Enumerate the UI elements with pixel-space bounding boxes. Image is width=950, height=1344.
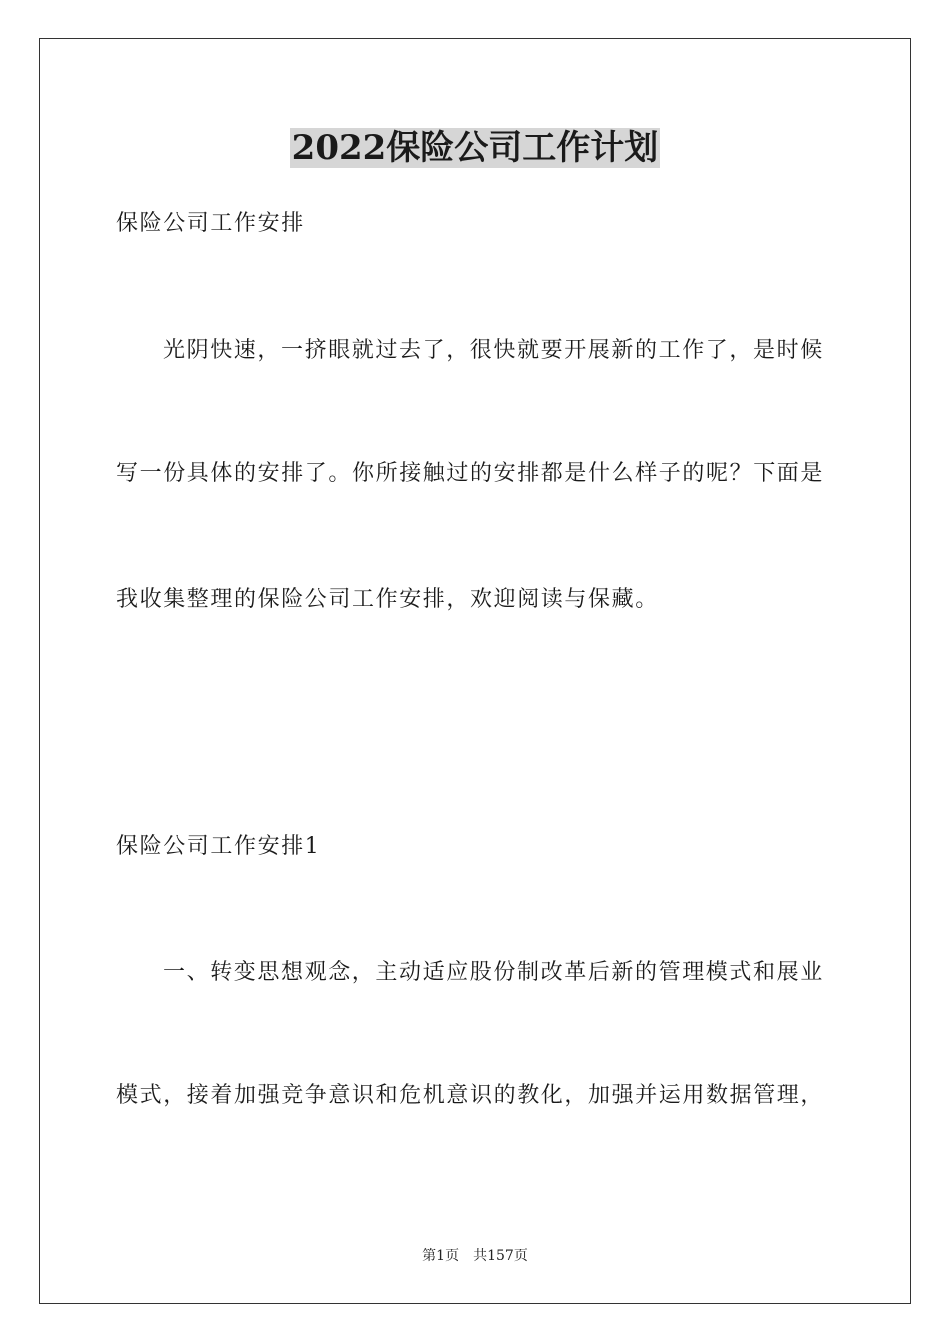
page-number: 第1页 [422, 1248, 460, 1264]
document-subtitle: 保险公司工作安排 [116, 211, 305, 236]
paragraph-line: 写一份具体的安排了。你所接触过的安排都是什么样子的呢？下面是 [116, 461, 825, 486]
document-title-text: 2022保险公司工作计划 [291, 128, 659, 168]
paragraph-line: 模式，接着加强竞争意识和危机意识的教化，加强并运用数据管理， [116, 1083, 825, 1108]
page-total: 共157页 [473, 1248, 528, 1264]
page-footer [0, 1247, 950, 1265]
document-title [0, 126, 950, 170]
paragraph-line: 我收集整理的保险公司工作安排，欢迎阅读与保藏。 [116, 587, 659, 612]
paragraph-line: 一、转变思想观念，主动适应股份制改革后新的管理模式和展业 [163, 960, 824, 985]
paragraph-line: 光阴快速，一挤眼就过去了，很快就要开展新的工作了，是时候 [163, 338, 824, 363]
section-heading: 保险公司工作安排1 [116, 834, 321, 859]
